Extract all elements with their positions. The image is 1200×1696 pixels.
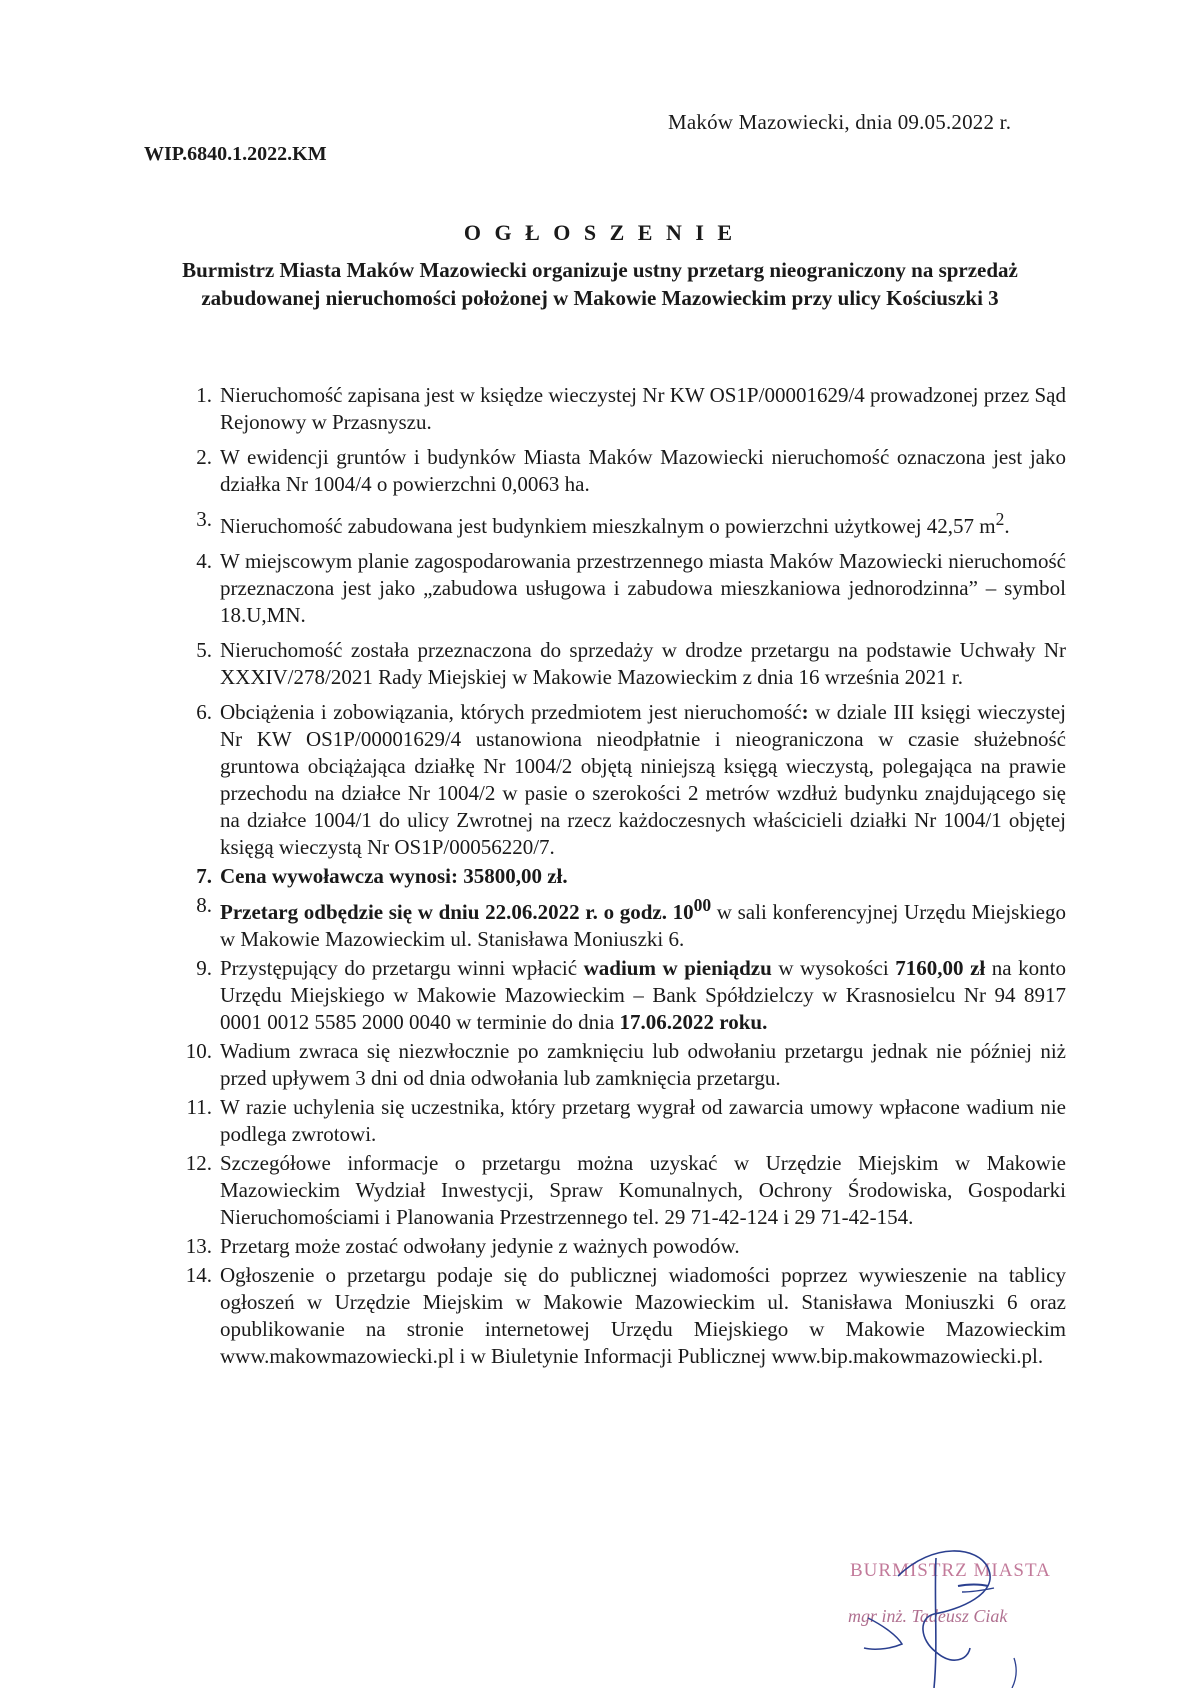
item-text-bold: wadium w pieniądzu (583, 956, 772, 980)
announcement-list (160, 382, 1066, 1372)
item-text-part: w dziale III księgi wieczystej Nr KW OS1P/00001629/4 ustanowiona nieodpłatnie i nieograniczona w czasie służebność gruntowa obciążająca działkę Nr 1004/2 objętą niniejszą księgą wieczystą, polegająca na prawie przechodu na działce Nr 1004/2 w pasie o szerokości 2 metrów wzdłuż budynku znajdującego się na działce 1004/1 do ulicy Zwrotnej na rzecz każdoczesnych właścicieli działki Nr 1004/1 objętej księgą wieczystą Nr OS1P/00056220/7. (220, 700, 1066, 859)
stamp-name: mgr inż. Tadeusz Ciak (848, 1606, 1008, 1626)
list-item (160, 637, 1066, 691)
official-stamp (838, 1548, 1078, 1688)
list-item (160, 1038, 1066, 1092)
item-text: Wadium zwraca się niezwłocznie po zamknięciu lub odwołaniu przetargu jednak nie później niż przed upływem 3 dni od dnia odwołania lub zamknięcia przetargu. (220, 1039, 1066, 1090)
list-item (160, 506, 1066, 540)
item-number: 6. (196, 700, 212, 724)
item-text: W ewidencji gruntów i budynków Miasta Maków Mazowiecki nieruchomość oznaczona jest jako działka Nr 1004/4 o powierzchni 0,0063 ha. (220, 445, 1066, 496)
list-item (160, 548, 1066, 629)
list-item (160, 1262, 1066, 1370)
list-item (160, 1233, 1066, 1260)
item-text (220, 892, 1066, 953)
item-text: Nieruchomość zapisana jest w księdze wieczystej Nr KW OS1P/00001629/4 prowadzonej przez Sąd Rejonowy w Przasnyszu. (220, 383, 1066, 434)
stamp-title: BURMISTRZ MIASTA (850, 1560, 1051, 1581)
document-subtitle: Burmistrz Miasta Maków Mazowiecki organizuje ustny przetarg nieograniczony na sprzedaż zabudowanej nieruchomości położonej w Makowie Mazowieckim przy ulicy Kościuszki 3 (182, 258, 1018, 310)
item-text: Przetarg może zostać odwołany jedynie z ważnych powodów. (220, 1234, 740, 1258)
item-number: 7. (196, 864, 212, 888)
item-text: Szczegółowe informacje o przetargu można uzyskać w Urzędzie Miejskim w Makowie Mazowieckim Wydział Inwestycji, Spraw Komunalnych, Ochrony Środowiska, Gospodarki Nieruchomościami i Planowania Przestrzennego tel. 29 71-42-124 i 29 71-42-154. (220, 1151, 1066, 1229)
list-item (160, 699, 1066, 861)
document-title: O G Ł O S Z E N I E (463, 220, 737, 245)
list-item (160, 1150, 1066, 1231)
item-number: 14. (185, 1263, 212, 1287)
item-number: 9. (196, 956, 212, 980)
item-text-part: Przystępujący do przetargu winni wpłacić (220, 956, 584, 980)
superscript: 00 (693, 895, 712, 915)
item-text-part: w sali konferencyjnej Urzędu Miejskiego w Makowie Mazowieckim ul. Stanisława Moniuszki 6. (220, 900, 1066, 951)
item-text-part: . (1004, 514, 1010, 538)
item-number: 4. (196, 549, 212, 573)
item-text: W miejscowym planie zagospodarowania przestrzennego miasta Maków Mazowiecki nieruchomość przeznaczona jest jako „zabudowa usługowa i zabudowa mieszkaniowa jednorodzinna” – symbol 18.U,MN. (220, 549, 1066, 627)
item-number: 12. (185, 1151, 212, 1175)
item-number: 5. (196, 638, 212, 662)
list-item (160, 444, 1066, 498)
item-text (220, 506, 1066, 540)
item-text: Nieruchomość została przeznaczona do sprzedaży w drodze przetargu na podstawie Uchwały Nr XXXIV/278/2021 Rady Miejskiej w Makowie Mazowieckim z dnia 16 września 2021 r. (220, 638, 1066, 689)
item-text-part: na konto Urzędu Miejskiego w Makowie Mazowieckim – Bank Spółdzielczy w Krasnosielcu Nr 94 8917 0001 0012 5585 2000 0040 w terminie do dnia (220, 956, 1066, 1034)
item-number: 3. (196, 507, 212, 531)
list-item (160, 863, 1066, 890)
item-number: 11. (186, 1095, 212, 1119)
item-text-part: Obciążenia i zobowiązania, których przedmiotem jest nieruchomość (220, 700, 802, 724)
deposit-amount: 7160,00 zł (895, 956, 986, 980)
item-text: W razie uchylenia się uczestnika, który przetarg wygrał od zawarcia umowy wpłacone wadium nie podlega zwrotowi. (220, 1095, 1066, 1146)
superscript: 2 (995, 509, 1005, 529)
item-text (220, 955, 1066, 1036)
auction-date: Przetarg odbędzie się w dniu 22.06.2022 r. o godz. 10 (220, 900, 694, 924)
list-item (160, 955, 1066, 1036)
item-number: 10. (185, 1039, 212, 1063)
item-number: 2. (196, 445, 212, 469)
list-item (160, 382, 1066, 436)
item-number: 1. (196, 383, 212, 407)
item-text-bold: : (801, 700, 809, 724)
asking-price: Cena wywoławcza wynosi: 35800,00 zł. (220, 864, 568, 888)
list-item (160, 892, 1066, 953)
item-number: 8. (196, 893, 212, 917)
signature-icon (838, 1548, 1078, 1688)
place-date: Maków Mazowiecki, dnia 09.05.2022 r. (668, 110, 1012, 134)
item-text (220, 699, 1066, 861)
item-text-part: Nieruchomość zabudowana jest budynkiem mieszkalnym o powierzchni użytkowej 42,57 m (220, 514, 996, 538)
list-item (160, 1094, 1066, 1148)
item-text: Ogłoszenie o przetargu podaje się do publicznej wiadomości poprzez wywieszenie na tablicy ogłoszeń w Urzędzie Miejskim w Makowie Mazowieckim ul. Stanisława Moniuszki 6 oraz opublikowanie na stronie internetowej Urzędu Miejskiego w Makowie Mazowieckim www.makowmazowiecki.pl i w Biuletynie Informacji Publicznej www.bip.makowmazowiecki.pl. (220, 1263, 1066, 1368)
item-number: 13. (185, 1234, 212, 1258)
deposit-deadline: 17.06.2022 roku. (619, 1010, 768, 1034)
item-text-part: w wysokości (771, 956, 896, 980)
reference-number: WIP.6840.1.2022.KM (144, 143, 327, 165)
